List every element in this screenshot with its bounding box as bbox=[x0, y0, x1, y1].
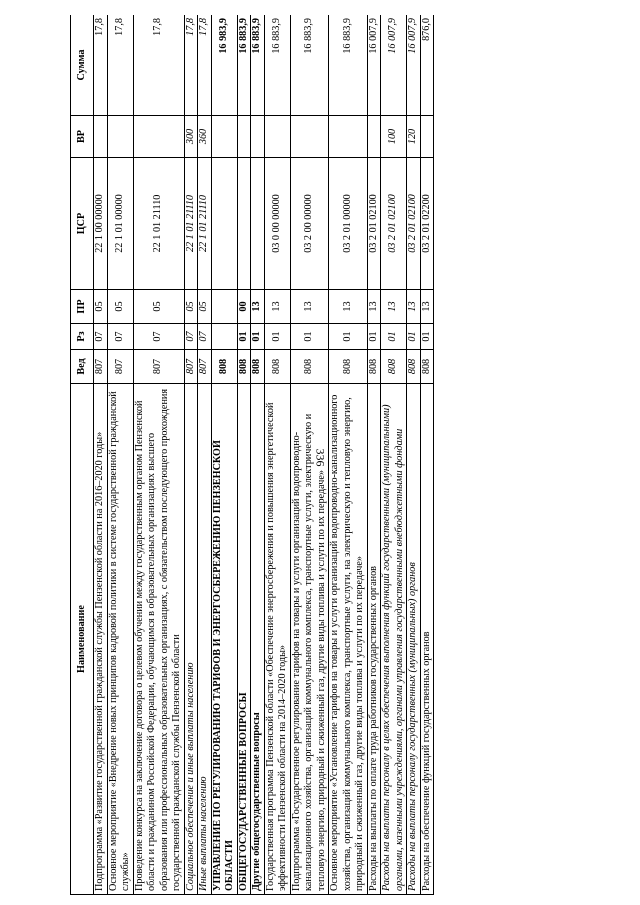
header-csr: ЦСР bbox=[71, 158, 94, 290]
cell-pr: 05 bbox=[198, 290, 212, 324]
cell-ved: 808 bbox=[237, 350, 251, 384]
cell-ved: 808 bbox=[264, 350, 290, 384]
cell-ved: 808 bbox=[290, 350, 329, 384]
cell-name: Расходы на выплаты персоналу в целях обеспечения выполнения функций государственными (муниципальными) органами, казенными учреждениями, органами управления государственными внебюджетными фондами bbox=[381, 384, 407, 895]
cell-sum: 17,8 bbox=[198, 15, 212, 116]
cell-pr: 13 bbox=[420, 290, 434, 324]
cell-rz: 07 bbox=[94, 324, 108, 350]
cell-pr: 13 bbox=[367, 290, 381, 324]
cell-rz: 01 bbox=[407, 324, 421, 350]
cell-name: Подпрограмма «Развитие государственной гражданской службы Пензенской области на 2016–2020 годы» bbox=[94, 384, 108, 895]
table-row bbox=[184, 15, 198, 895]
cell-name: Проведение конкурса на заключение договора о целевом обучении между государственным органом Пензенской области и гражданином Российской Федерации, обучающимся в образовательных организациях высшего образования или профессиональных образовательных организациях, с обязательством последующего прохождения государственной гражданской службы Пензенской области bbox=[133, 384, 184, 895]
cell-csr: 22 1 00 00000 bbox=[94, 158, 108, 290]
cell-vr bbox=[290, 116, 329, 158]
cell-sum: 16 007,9 bbox=[381, 15, 407, 116]
cell-vr: 100 bbox=[381, 116, 407, 158]
cell-vr bbox=[133, 116, 184, 158]
cell-vr: 120 bbox=[407, 116, 421, 158]
cell-pr: 05 bbox=[184, 290, 198, 324]
cell-ved: 808 bbox=[211, 350, 237, 384]
cell-vr bbox=[237, 116, 251, 158]
cell-csr: 03 2 01 00000 bbox=[329, 158, 368, 290]
cell-rz: 01 bbox=[381, 324, 407, 350]
table-row bbox=[198, 15, 212, 895]
table-frame bbox=[70, 15, 605, 895]
header-name: Наименование bbox=[71, 384, 94, 895]
cell-sum: 16 007,9 bbox=[367, 15, 381, 116]
cell-csr: 22 1 01 21110 bbox=[133, 158, 184, 290]
table-row bbox=[290, 15, 329, 895]
cell-csr bbox=[251, 158, 265, 290]
cell-vr bbox=[211, 116, 237, 158]
cell-pr: 00 bbox=[237, 290, 251, 324]
cell-ved: 808 bbox=[407, 350, 421, 384]
cell-pr: 13 bbox=[264, 290, 290, 324]
table-row bbox=[420, 15, 434, 895]
cell-rz: 01 bbox=[290, 324, 329, 350]
cell-csr bbox=[211, 158, 237, 290]
cell-vr bbox=[251, 116, 265, 158]
cell-csr: 03 2 01 02100 bbox=[407, 158, 421, 290]
cell-pr: 13 bbox=[329, 290, 368, 324]
cell-csr: 22 1 01 00000 bbox=[107, 158, 133, 290]
table-row bbox=[133, 15, 184, 895]
header-vr: ВР bbox=[71, 116, 94, 158]
cell-vr bbox=[420, 116, 434, 158]
cell-ved: 808 bbox=[420, 350, 434, 384]
cell-name: УПРАВЛЕНИЕ ПО РЕГУЛИРОВАНИЮ ТАРИФОВ И ЭНЕРГОСБЕРЕЖЕНИЮ ПЕНЗЕНСКОЙ ОБЛАСТИ bbox=[211, 384, 237, 895]
cell-sum: 17,8 bbox=[107, 15, 133, 116]
table-row bbox=[251, 15, 265, 895]
cell-csr: 03 2 01 02200 bbox=[420, 158, 434, 290]
cell-sum: 876,0 bbox=[420, 15, 434, 116]
cell-sum: 17,8 bbox=[94, 15, 108, 116]
table-header-row bbox=[71, 15, 94, 895]
cell-csr: 03 2 00 00000 bbox=[290, 158, 329, 290]
cell-csr bbox=[237, 158, 251, 290]
cell-vr: 300 bbox=[184, 116, 198, 158]
cell-rz: 01 bbox=[264, 324, 290, 350]
cell-rz: 01 bbox=[367, 324, 381, 350]
table-row bbox=[367, 15, 381, 895]
cell-csr: 22 1 01 21110 bbox=[184, 158, 198, 290]
cell-name: Расходы на обеспечение функций государственных органов bbox=[420, 384, 434, 895]
cell-ved: 807 bbox=[198, 350, 212, 384]
cell-pr: 05 bbox=[94, 290, 108, 324]
cell-vr bbox=[94, 116, 108, 158]
cell-pr: 05 bbox=[133, 290, 184, 324]
cell-rz: 07 bbox=[198, 324, 212, 350]
cell-vr bbox=[264, 116, 290, 158]
cell-name: Государственная программа Пензенской области «Обеспечение энергосбережения и повышения энергетической эффективности Пензенской области на 2014–2020 годы» bbox=[264, 384, 290, 895]
cell-sum: 17,8 bbox=[184, 15, 198, 116]
table-row bbox=[329, 15, 368, 895]
cell-pr: 13 bbox=[251, 290, 265, 324]
cell-pr bbox=[211, 290, 237, 324]
cell-sum: 17,8 bbox=[133, 15, 184, 116]
table-row bbox=[237, 15, 251, 895]
cell-name: ОБЩЕГОСУДАРСТВЕННЫЕ ВОПРОСЫ bbox=[237, 384, 251, 895]
cell-sum: 16 883,9 bbox=[290, 15, 329, 116]
cell-pr: 05 bbox=[107, 290, 133, 324]
table-row bbox=[94, 15, 108, 895]
cell-csr: 03 2 01 02100 bbox=[381, 158, 407, 290]
cell-rz: 01 bbox=[251, 324, 265, 350]
cell-sum: 16 983,9 bbox=[211, 15, 237, 116]
cell-name: Иные выплаты населению bbox=[198, 384, 212, 895]
cell-name: Социальное обеспечение и иные выплаты населению bbox=[184, 384, 198, 895]
cell-pr: 13 bbox=[407, 290, 421, 324]
header-sum: Сумма bbox=[71, 15, 94, 116]
cell-sum: 16 007,9 bbox=[407, 15, 421, 116]
page-number: 336 bbox=[313, 448, 328, 467]
cell-vr bbox=[329, 116, 368, 158]
cell-csr: 03 0 00 00000 bbox=[264, 158, 290, 290]
cell-name: Подпрограмма «Государственное регулирование тарифов на товары и услуги организаций водопроводно-канализационного хозяйства, организаций коммунального комплекса, транспортные услуги, электрическую и тепловую энергию, природный и сжиженный газ, другие виды топлива и услуги по их передаче» bbox=[290, 384, 329, 895]
table-body bbox=[94, 15, 434, 895]
cell-sum: 16 883,9 bbox=[264, 15, 290, 116]
header-rz: Рз bbox=[71, 324, 94, 350]
cell-vr: 360 bbox=[198, 116, 212, 158]
cell-ved: 808 bbox=[329, 350, 368, 384]
cell-vr bbox=[367, 116, 381, 158]
cell-ved: 808 bbox=[381, 350, 407, 384]
cell-vr bbox=[107, 116, 133, 158]
cell-rz: 01 bbox=[329, 324, 368, 350]
cell-pr: 13 bbox=[290, 290, 329, 324]
header-pr: ПР bbox=[71, 290, 94, 324]
cell-ved: 808 bbox=[367, 350, 381, 384]
cell-ved: 807 bbox=[107, 350, 133, 384]
rotated-table-container bbox=[70, 15, 605, 895]
cell-sum: 16 883,9 bbox=[251, 15, 265, 116]
cell-rz: 07 bbox=[184, 324, 198, 350]
cell-ved: 807 bbox=[94, 350, 108, 384]
cell-name: Основное мероприятие «Установление тарифов на товары и услуги организаций водопроводно-канализационного хозяйства, организаций коммунального комплекса, транспортные услуги, на электрическую и тепловую энергию, природный и сжиженный газ, другие виды топлива и услуги по их передаче» bbox=[329, 384, 368, 895]
header-ved: Вед bbox=[71, 350, 94, 384]
cell-sum: 16 883,9 bbox=[237, 15, 251, 116]
cell-ved: 808 bbox=[251, 350, 265, 384]
cell-name: Расходы на выплаты по оплате труда работников государственных органов bbox=[367, 384, 381, 895]
table-row bbox=[211, 15, 237, 895]
cell-name: Расходы на выплаты персоналу государственных (муниципальных) органов bbox=[407, 384, 421, 895]
cell-name: Другие общегосударственные вопросы bbox=[251, 384, 265, 895]
cell-ved: 807 bbox=[184, 350, 198, 384]
cell-name: Основное мероприятие «Внедрение новых принципов кадровой политики в системе государственной гражданской службы» bbox=[107, 384, 133, 895]
table-row bbox=[381, 15, 407, 895]
cell-sum: 16 883,9 bbox=[329, 15, 368, 116]
cell-csr: 03 2 01 02100 bbox=[367, 158, 381, 290]
table-row bbox=[264, 15, 290, 895]
cell-rz: 01 bbox=[420, 324, 434, 350]
table-row bbox=[107, 15, 133, 895]
cell-pr: 13 bbox=[381, 290, 407, 324]
cell-csr: 22 1 01 21110 bbox=[198, 158, 212, 290]
cell-rz: 07 bbox=[107, 324, 133, 350]
cell-rz: 07 bbox=[133, 324, 184, 350]
cell-rz: 01 bbox=[237, 324, 251, 350]
budget-table bbox=[70, 15, 434, 895]
cell-ved: 807 bbox=[133, 350, 184, 384]
cell-rz bbox=[211, 324, 237, 350]
table-row bbox=[407, 15, 421, 895]
